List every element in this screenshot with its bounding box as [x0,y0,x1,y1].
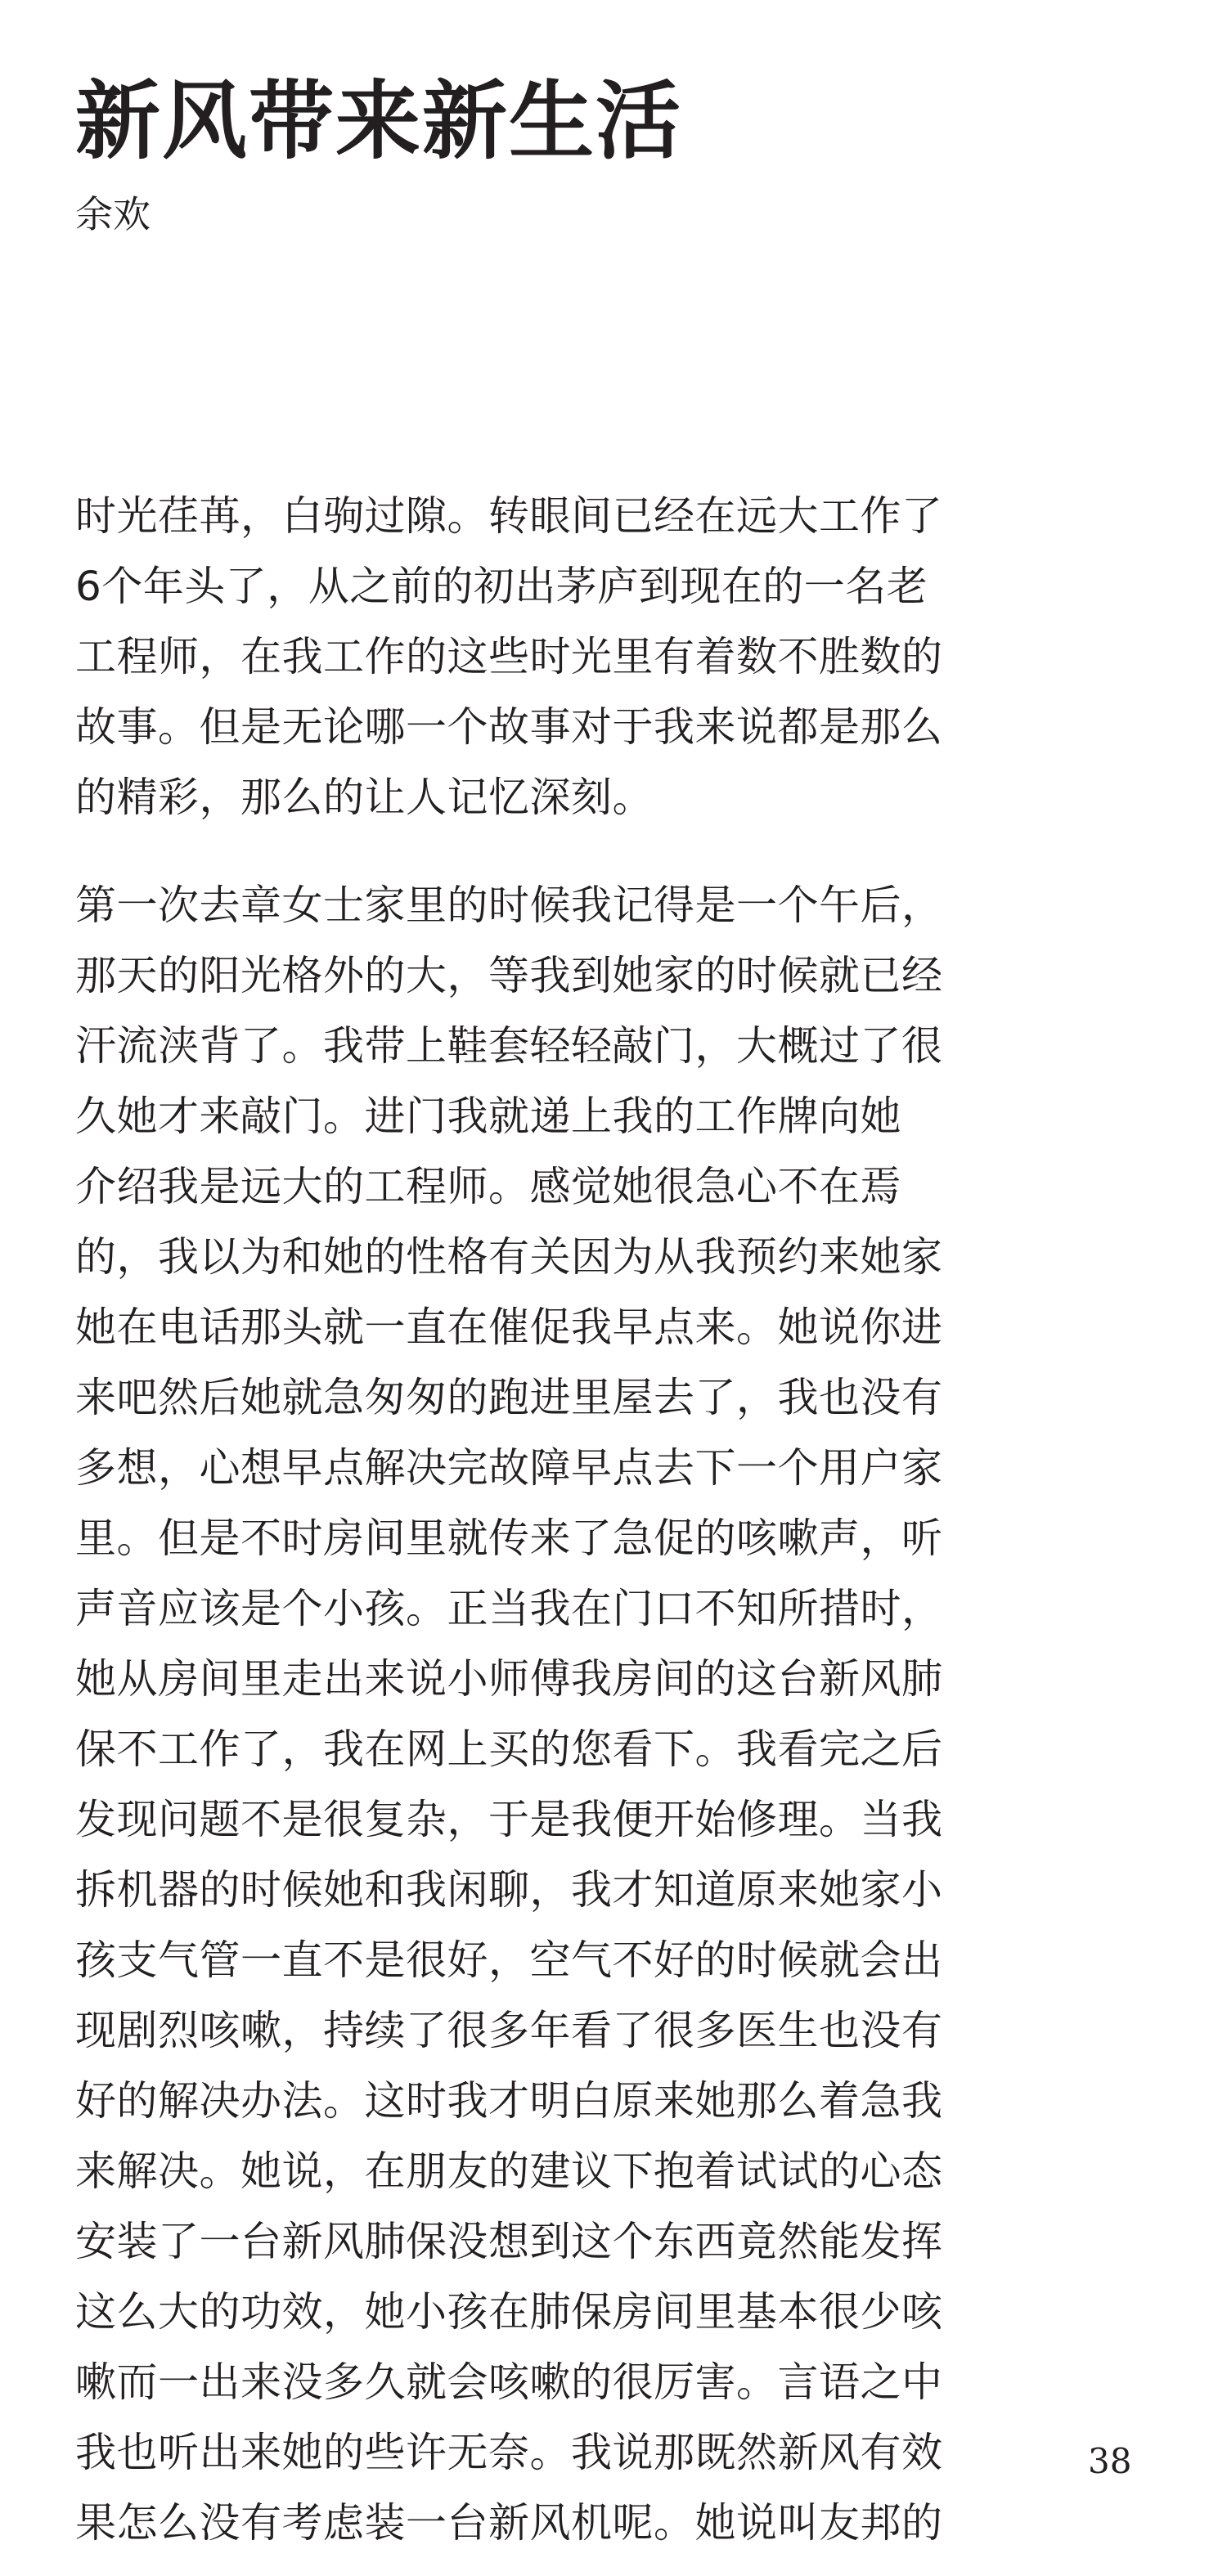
text-line: 拆机器的时候她和我闲聊，我才知道原来她家小 [75,1866,943,1914]
text-line: 的，我以为和她的性格有关因为从我预约来她家 [75,1233,943,1281]
text-line: 我也听出来她的些许无奈。我说那既然新风有效 [75,2429,943,2476]
page-number: 38 [1088,2441,1132,2481]
text-line: 6个年头了，从之前的初出茅庐到现在的一名老 [75,563,928,610]
text-line: 来解决。她说，在朋友的建议下抱着试试的心态 [75,2147,943,2195]
text-line: 发现问题不是很复杂，于是我便开始修理。当我 [75,1796,943,1843]
text-line: 她在电话那头就一直在催促我早点来。她说你进 [75,1304,943,1351]
text-line: 来吧然后她就急匆匆的跑进里屋去了，我也没有 [75,1374,943,1421]
text-line: 现剧烈咳嗽，持续了很多年看了很多医生也没有 [75,2007,943,2054]
text-line: 汗流浃背了。我带上鞋套轻轻敲门，大概过了很 [75,1022,943,1070]
text-line: 声音应该是个小孩。正当我在门口不知所措时， [75,1585,943,1632]
paragraph [75,870,1016,2558]
text-line: 那天的阳光格外的大，等我到她家的时候就已经 [75,952,943,999]
text-line: 介绍我是远大的工程师。感觉她很急心不在焉 [75,1163,901,1210]
article-body [75,481,1016,2558]
text-line: 孩支气管一直不是很好，空气不好的时候就会出 [75,1936,943,1984]
text-line: 安装了一台新风肺保没想到这个东西竟然能发挥 [75,2218,943,2265]
text-line: 的精彩，那么的让人记忆深刻。 [75,774,654,821]
paragraph [75,481,1016,832]
text-line: 工程师，在我工作的这些时光里有着数不胜数的 [75,633,943,680]
author-name: 余欢 [75,192,151,236]
article-title: 新风带来新生活 [75,71,683,171]
text-line: 嗽而一出来没多久就会咳嗽的很厉害。言语之中 [75,2358,943,2406]
text-line: 这么大的功效，她小孩在肺保房间里基本很少咳 [75,2288,943,2336]
text-line: 故事。但是无论哪一个故事对于我来说都是那么 [75,703,943,751]
text-line: 果怎么没有考虑装一台新风机呢。她说叫友邦的 [75,2499,943,2547]
text-line: 第一次去章女士家里的时候我记得是一个午后， [75,882,943,929]
text-line: 多想，心想早点解决完故障早点去下一个用户家 [75,1444,943,1492]
text-line: 时光荏苒，白驹过隙。转眼间已经在远大工作了 [75,492,943,540]
text-line: 久她才来敲门。进门我就递上我的工作牌向她 [75,1093,901,1140]
text-line: 好的解决办法。这时我才明白原来她那么着急我 [75,2077,943,2125]
text-line: 她从房间里走出来说小师傅我房间的这台新风肺 [75,1655,943,1703]
text-line: 保不工作了，我在网上买的您看下。我看完之后 [75,1726,943,1773]
text-line: 里。但是不时房间里就传来了急促的咳嗽声，听 [75,1515,943,1562]
